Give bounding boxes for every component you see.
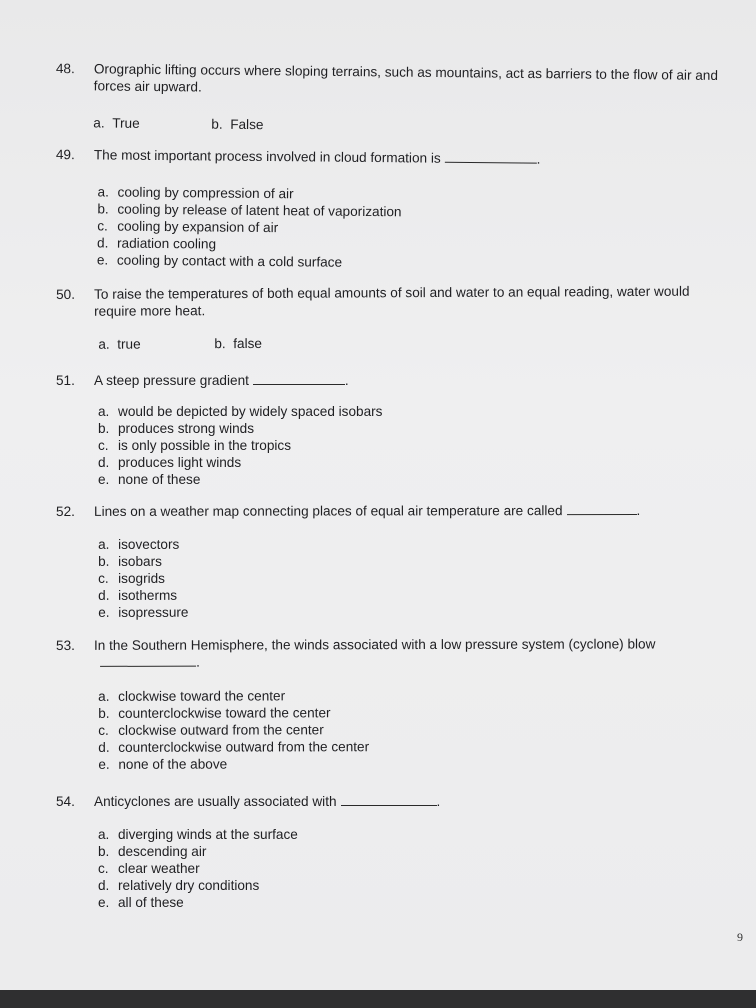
question-text: The most important process involved in cloud formation is xyxy=(93,147,441,166)
option-c: c. clear weather xyxy=(98,861,200,876)
question-text: Lines on a weather map connecting places of equal air temperature are called xyxy=(94,503,563,519)
option-d: d. relatively dry conditions xyxy=(98,878,260,893)
option-a: a. diverging winds at the surface xyxy=(98,827,298,842)
question-text: A steep pressure gradient xyxy=(94,373,249,388)
question-number: 54. xyxy=(56,794,75,809)
choice-letter: a. xyxy=(98,336,110,352)
option-e: e. isopressure xyxy=(98,604,189,620)
question-suffix: . xyxy=(536,151,541,167)
option-e: e. none of these xyxy=(98,472,201,487)
choice-text: false xyxy=(233,335,262,352)
question-suffix: . xyxy=(636,502,641,518)
choice-text: true xyxy=(117,336,141,352)
question-48 xyxy=(55,60,736,133)
option-d: d. isotherms xyxy=(98,587,178,603)
choice-text: False xyxy=(230,116,264,133)
question-52 xyxy=(56,502,736,620)
choice-letter: b. xyxy=(211,116,223,132)
question-number: 48. xyxy=(55,60,75,77)
option-d: d. radiation cooling xyxy=(96,235,217,252)
option-list xyxy=(97,183,402,271)
option-list xyxy=(98,536,188,621)
question-49 xyxy=(55,146,736,270)
option-b: b. cooling by release of latent heat of vaporization xyxy=(97,201,402,220)
option-c: c. cooling by expansion of air xyxy=(97,218,279,236)
question-53 xyxy=(56,635,736,772)
option-b: b. produces strong winds xyxy=(98,421,255,436)
question-number: 50. xyxy=(56,286,75,302)
option-list xyxy=(98,687,369,773)
question-suffix: . xyxy=(196,654,200,670)
question-50 xyxy=(56,282,736,352)
choice-true xyxy=(98,336,140,353)
answer-blank xyxy=(567,502,637,515)
choice-letter: a. xyxy=(93,115,105,131)
desk-surface xyxy=(0,990,756,1008)
page-number: 9 xyxy=(737,930,743,944)
option-c: c. isogrids xyxy=(98,570,165,586)
option-c: c. clockwise outward from the center xyxy=(98,722,324,738)
choice-false xyxy=(214,335,262,352)
question-text: To raise the temperatures of both equal amounts of soil and water to an equal reading, water would require more heat. xyxy=(94,283,690,319)
option-list xyxy=(98,403,382,488)
answer-blank xyxy=(100,654,196,667)
option-list xyxy=(98,826,298,911)
question-number: 52. xyxy=(56,503,75,519)
option-a: a. clockwise toward the center xyxy=(98,688,286,704)
question-text: Orographic lifting occurs where sloping terrains, such as mountains, act as barriers to the flow of air and forces air upward. xyxy=(93,61,719,95)
option-d: d. produces light winds xyxy=(98,455,242,470)
choice-false xyxy=(211,116,263,134)
choice-letter: b. xyxy=(214,336,226,352)
question-number: 53. xyxy=(56,637,75,653)
choice-text: True xyxy=(112,115,140,131)
question-suffix: . xyxy=(344,373,349,388)
question-number: 49. xyxy=(55,146,75,163)
option-a: a. cooling by compression of air xyxy=(97,184,294,202)
question-text: In the Southern Hemisphere, the winds associated with a low pressure system (cyclone) blow xyxy=(94,636,656,653)
option-b: b. isobars xyxy=(98,553,162,569)
option-e: e. all of these xyxy=(98,895,184,910)
question-suffix: . xyxy=(436,794,441,809)
option-e: e. none of the above xyxy=(98,756,228,772)
option-c: c. is only possible in the tropics xyxy=(98,438,292,453)
question-text: Anticyclones are usually associated with xyxy=(94,794,337,809)
option-e: e. cooling by contact with a cold surface xyxy=(96,252,343,270)
choice-true xyxy=(93,114,140,131)
answer-blank xyxy=(341,793,437,806)
option-b: b. counterclockwise toward the center xyxy=(98,705,331,721)
question-number: 51. xyxy=(56,373,75,388)
answer-blank xyxy=(445,150,537,164)
option-d: d. counterclockwise outward from the center xyxy=(98,739,370,755)
answer-blank xyxy=(253,372,345,385)
option-b: b. descending air xyxy=(98,844,207,859)
option-a: a. isovectors xyxy=(98,536,180,552)
option-a: a. would be depicted by widely spaced isobars xyxy=(98,404,383,419)
